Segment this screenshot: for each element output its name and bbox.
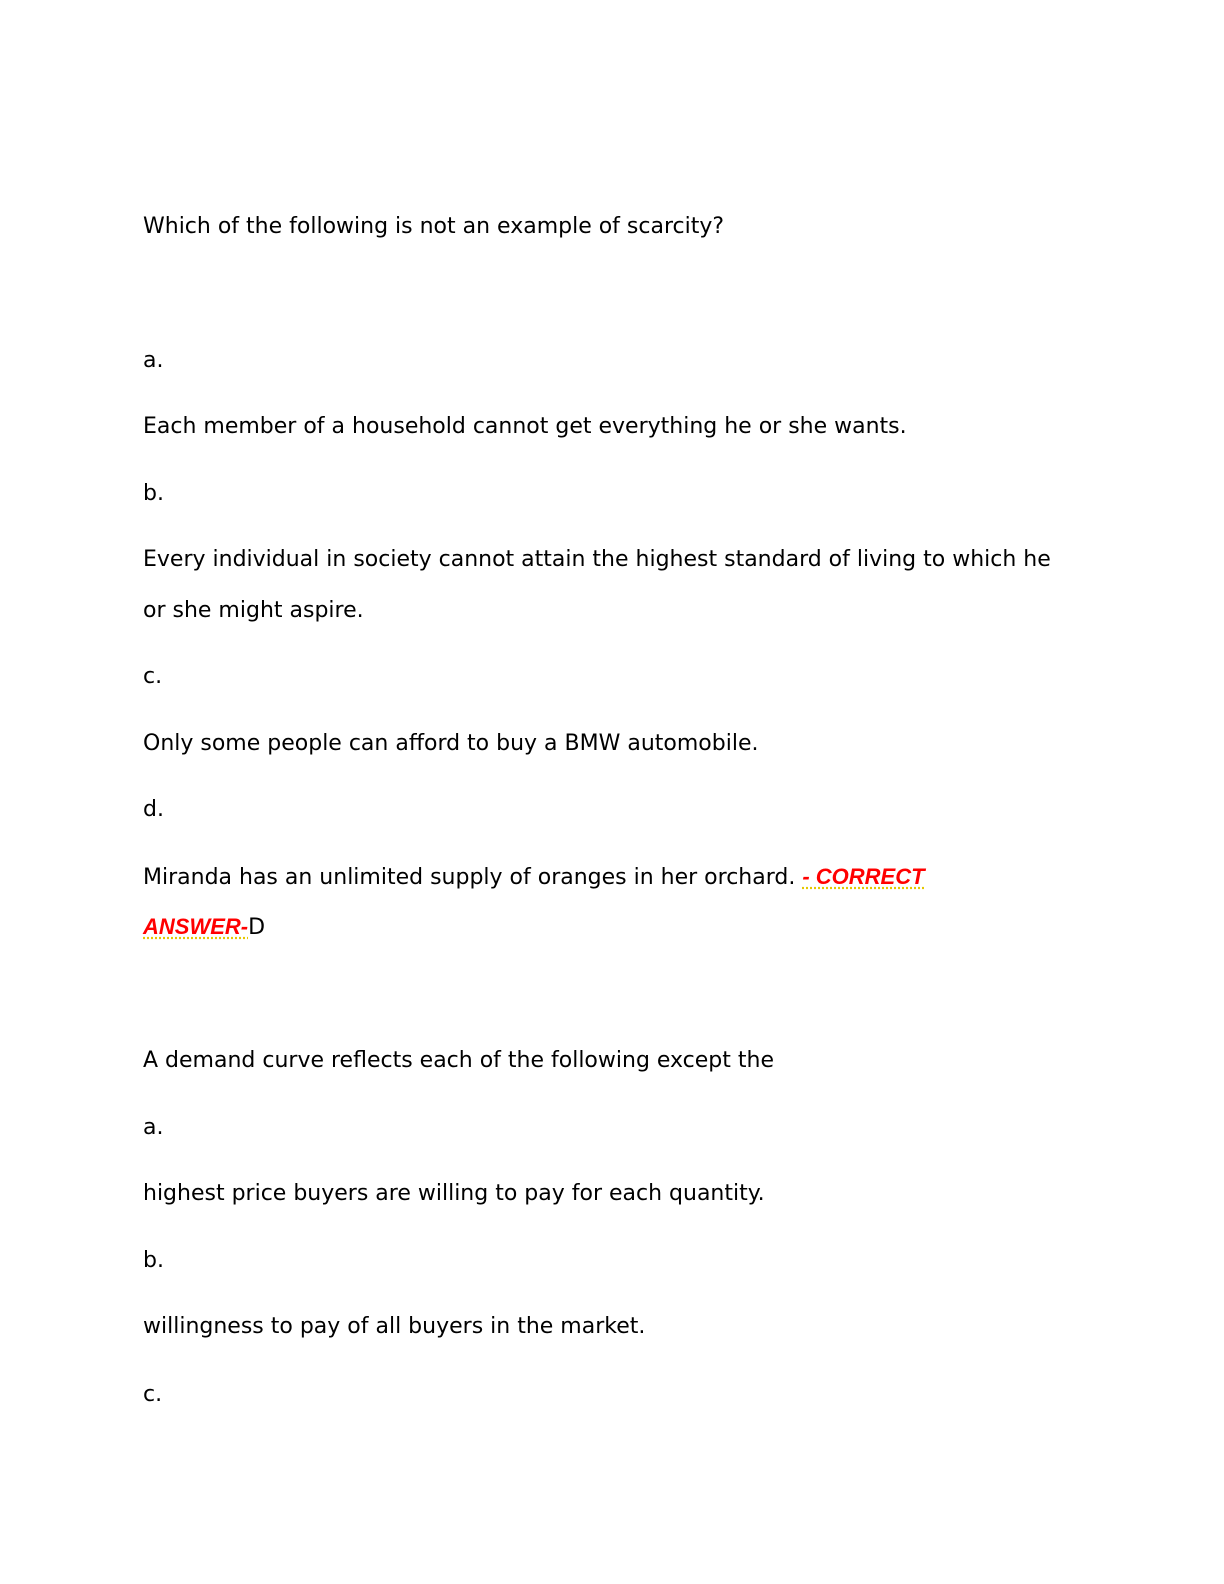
question-1-option-d-letter: d.: [143, 797, 164, 822]
question-1-option-d-row: [143, 862, 925, 893]
question-1-option-d-text: Miranda has an unlimited supply of oranges in her orchard.: [143, 865, 796, 890]
correct-answer-marker-part1: - CORRECT: [802, 864, 925, 889]
question-1-option-c-text: Only some people can afford to buy a BMW automobile.: [143, 731, 759, 756]
correct-answer-marker-part2: ANSWER-: [143, 914, 249, 939]
question-1-option-b-text-line2: or she might aspire.: [143, 598, 364, 623]
question-2-option-c-letter: c.: [143, 1382, 163, 1407]
question-2-option-b-text: willingness to pay of all buyers in the market.: [143, 1314, 646, 1339]
correct-answer-row: [143, 912, 265, 943]
question-2-option-a-letter: a.: [143, 1115, 164, 1140]
question-1-option-a-text: Each member of a household cannot get everything he or she wants.: [143, 414, 907, 439]
question-2-option-a-text: highest price buyers are willing to pay for each quantity.: [143, 1181, 765, 1206]
question-1-option-c-letter: c.: [143, 664, 163, 689]
question-1-option-b-letter: b.: [143, 481, 164, 506]
question-2-prompt: A demand curve reflects each of the following except the: [143, 1048, 774, 1073]
correct-answer-letter: D: [248, 915, 266, 940]
question-1-prompt: Which of the following is not an example of scarcity?: [143, 214, 725, 239]
question-1-option-a-letter: a.: [143, 348, 164, 373]
question-1-option-b-text-line1: Every individual in society cannot attain the highest standard of living to which he: [143, 547, 1051, 572]
question-2-option-b-letter: b.: [143, 1248, 164, 1273]
